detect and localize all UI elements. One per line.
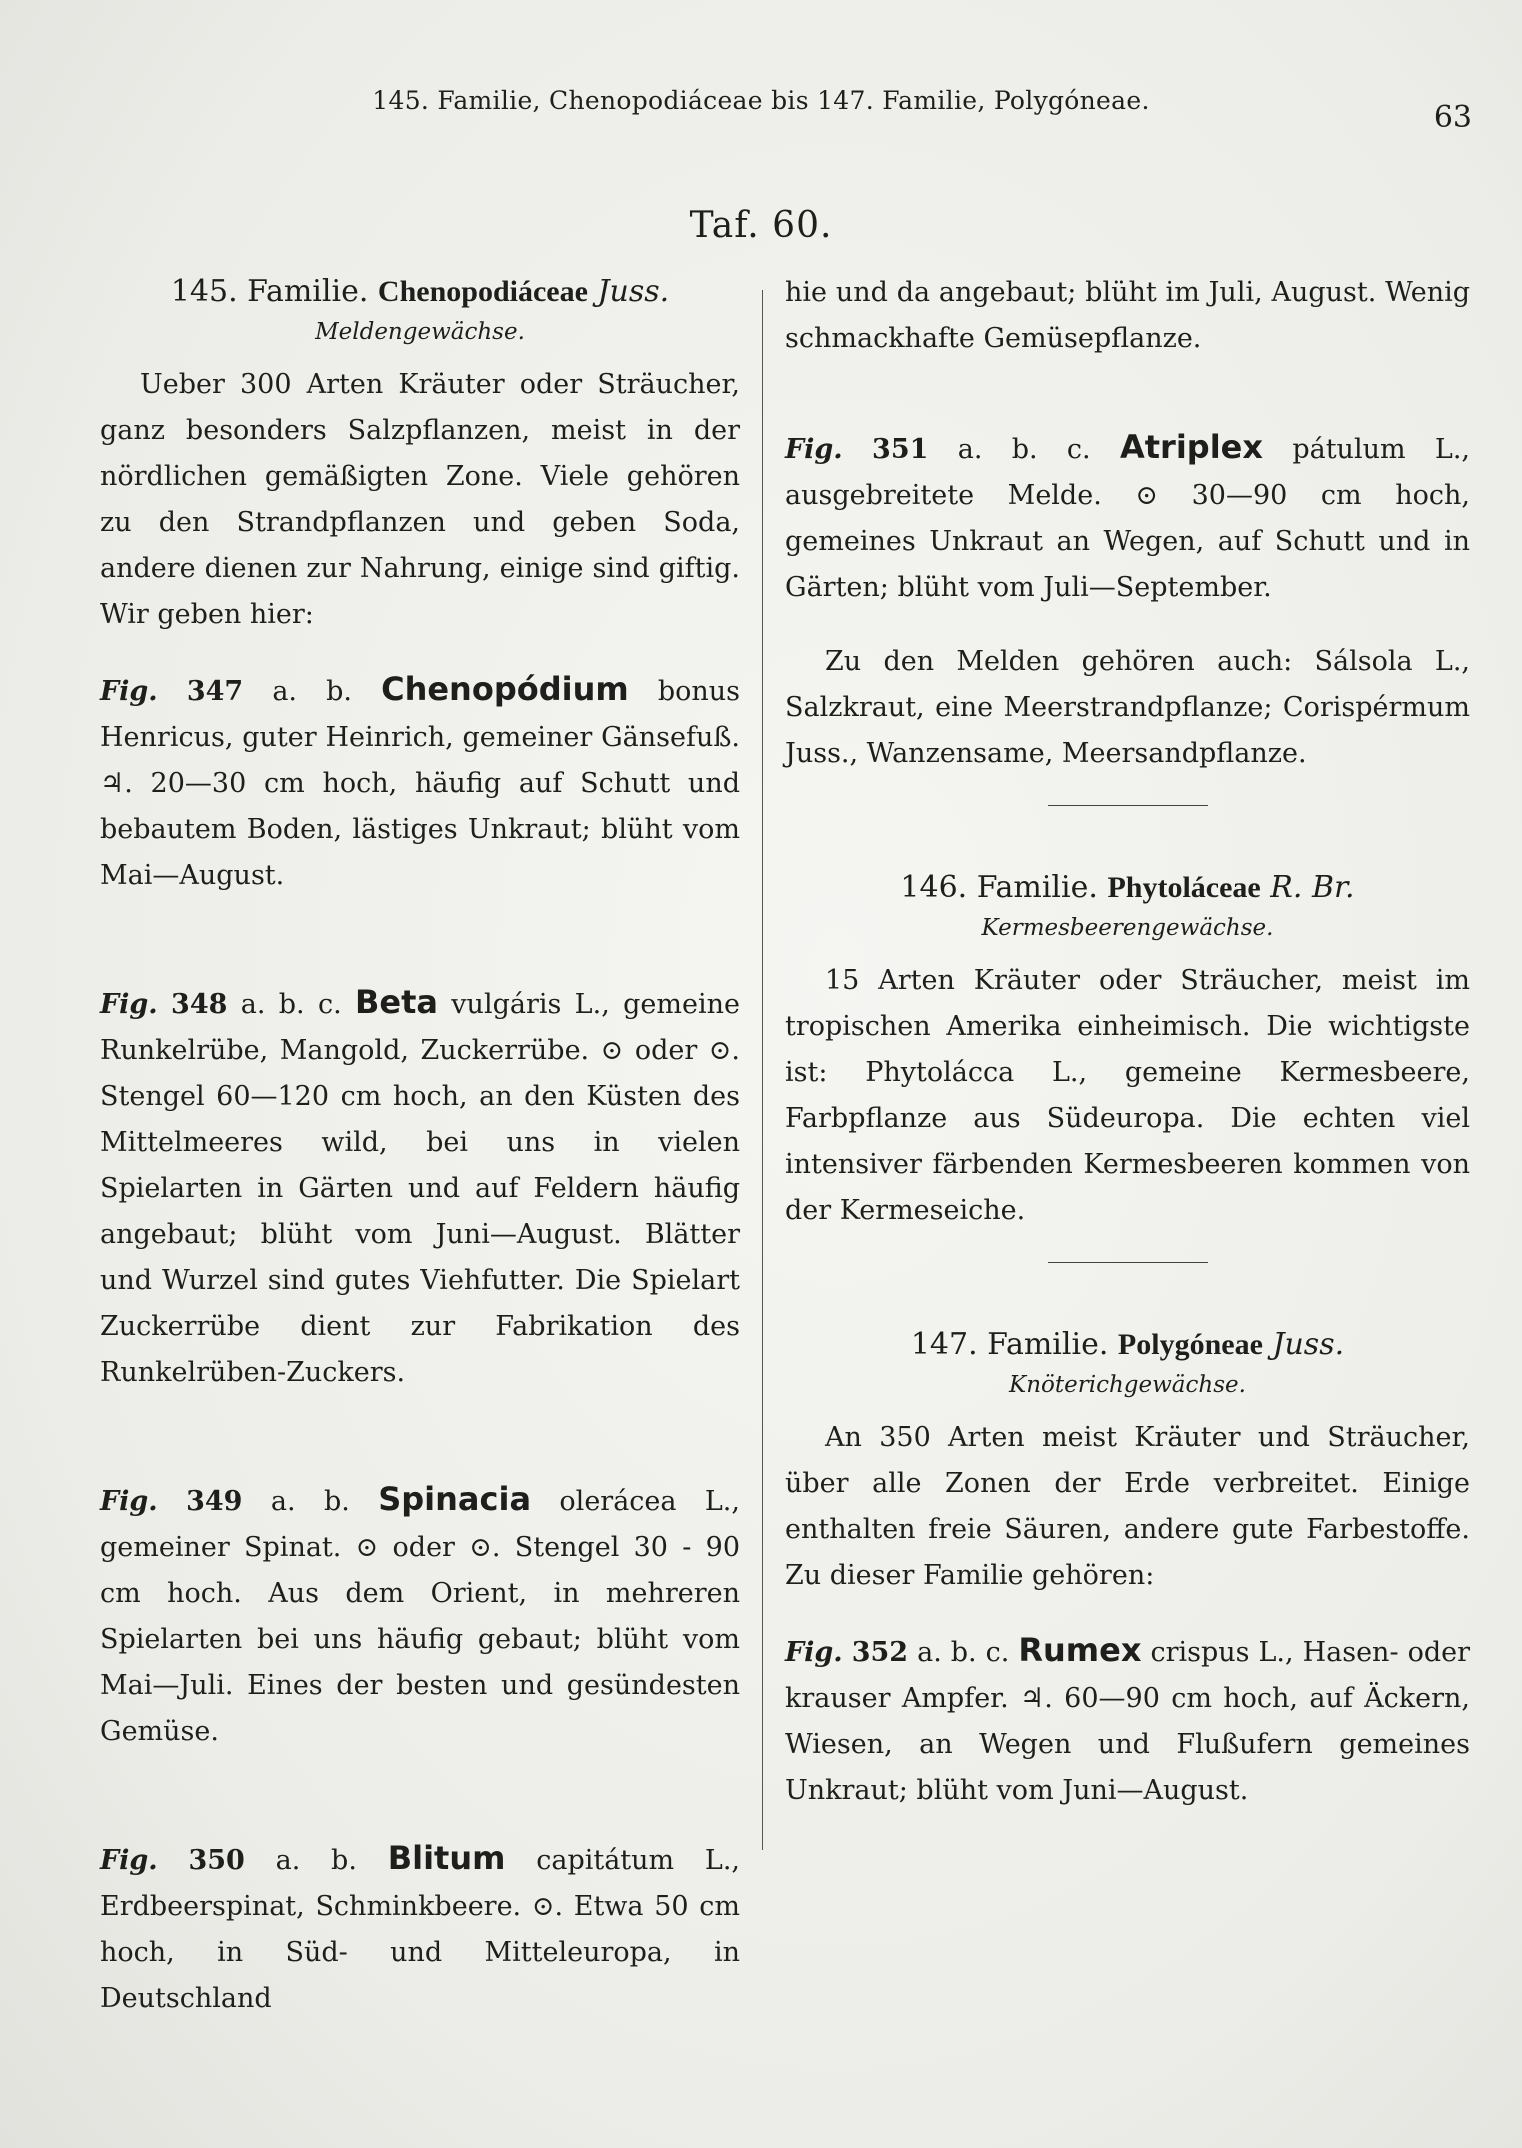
figure-entry-351 bbox=[785, 424, 1470, 611]
fig-number: 351 bbox=[872, 434, 929, 465]
family-author: R. Br. bbox=[1270, 870, 1355, 905]
family-number: 147. Familie. bbox=[910, 1327, 1109, 1362]
family-146-description: 15 Arten Kräuter oder Sträucher, meist im tropischen Amerika einheimisch. Die wichtigste ist: Phytolácca L., gemeine Kermesbeere, Farbpflanze aus Südeuropa. Die echten viel intensiver färbenden Kermesbeeren kommen von der Kermeseiche. bbox=[785, 965, 1470, 1226]
figure-entry-347 bbox=[100, 666, 740, 899]
figure-entry-348 bbox=[100, 979, 740, 1396]
species-description: pátulum L., ausgebreitete Melde. ⊙ 30—90 cm hoch, gemeines Unkraut an Wegen, auf Schutt und in Gärten; blüht vom Juli—September. bbox=[785, 434, 1470, 603]
species-description: bonus Henricus, guter Heinrich, gemeiner Gänsefuß. ♃. 20—30 cm hoch, häufig auf Schutt und bebautem Boden, lästiges Unkraut; blüht vom Mai—August. bbox=[100, 676, 740, 891]
running-head: 145. Familie, Chenopodiáceae bis 147. Familie, Polygóneae. bbox=[372, 86, 1150, 115]
fig-label: Fig. bbox=[785, 434, 843, 465]
fig-label: Fig. bbox=[785, 1637, 843, 1668]
species-description: crispus L., Hasen- oder krauser Ampfer. ♃. 60—90 cm hoch, auf Äckern, Wiesen, an Wegen und Flußufern gemeines Unkraut; blüht vom Juni—August. bbox=[785, 1637, 1470, 1806]
family-145-description: Ueber 300 Arten Kräuter oder Sträucher, ganz besonders Salzpflanzen, meist in der nördlichen gemäßigten Zone. Viele gehören zu den Strandpflanzen und geben Soda, andere dienen zur Nahrung, einige sind giftig. Wir geben hier: bbox=[100, 369, 740, 630]
genus-name: Atriplex bbox=[1119, 428, 1263, 466]
family-147-description: An 350 Arten meist Kräuter und Sträucher, über alle Zonen der Erde verbreitet. Einige enthalten freie Säuren, andere gute Farbestoffe. Zu dieser Familie gehören: bbox=[785, 1422, 1470, 1591]
fig-parts: a. b. c. bbox=[957, 434, 1091, 465]
family-latin-name: Phytoláceae bbox=[1107, 871, 1261, 904]
figure-350-continuation: hie und da angebaut; blüht im Juli, August. Wenig schmackhafte Gemüsepflanze. bbox=[785, 277, 1470, 354]
fig-parts: a. b. bbox=[270, 1486, 350, 1517]
genus-name: Chenopódium bbox=[381, 670, 629, 708]
family-latin-name: Chenopodiáceae bbox=[377, 275, 588, 308]
family-latin-name: Polygóneae bbox=[1117, 1328, 1263, 1361]
fig-parts: a. b. bbox=[275, 1845, 357, 1876]
plate-heading: Taf. 60. bbox=[689, 205, 833, 246]
fig-label: Fig. bbox=[100, 989, 158, 1020]
section-separator bbox=[1048, 1262, 1208, 1263]
species-description: olerácea L., gemeiner Spinat. ⊙ oder ⊙. Stengel 30 - 90 cm hoch. Aus dem Orient, in mehreren Spielarten bei uns häufig gebaut; blüht vom Mai—Juli. Eines der besten und gesündesten Gemüse. bbox=[100, 1486, 740, 1747]
species-description: vulgáris L., gemeine Runkelrübe, Mangold, Zuckerrübe. ⊙ oder ⊙. Stengel 60—120 cm hoch, an den Küsten des Mittelmeeres wild, bei uns in vielen Spielarten in Gärten und auf Feldern häufig angebaut; blüht vom Juni—August. Blätter und Wurzel sind gutes Viehfutter. Die Spielart Zuckerrübe dient zur Fabrikation des Runkelrüben-Zuckers. bbox=[100, 989, 740, 1388]
fig-number: 349 bbox=[186, 1486, 243, 1517]
family-author: Juss. bbox=[597, 274, 670, 309]
genus-name: Spinacia bbox=[378, 1480, 532, 1518]
fig-number: 352 bbox=[851, 1637, 909, 1668]
fig-label: Fig. bbox=[100, 1845, 158, 1876]
fig-number: 348 bbox=[171, 989, 228, 1020]
family-author: Juss. bbox=[1272, 1327, 1345, 1362]
fig-parts: a. b. bbox=[272, 676, 352, 707]
genus-name: Rumex bbox=[1018, 1631, 1142, 1669]
fig-number: 350 bbox=[188, 1845, 245, 1876]
fig-label: Fig. bbox=[100, 1486, 158, 1517]
family-german-name: Kermesbeerengewächse. bbox=[981, 915, 1274, 941]
column-divider bbox=[762, 290, 763, 1850]
melden-note: Zu den Melden gehören auch: Sálsola L., Salzkraut, eine Meerstrandpflanze; Corispérmum Juss., Wanzensame, Meersandpflanze. bbox=[785, 646, 1470, 769]
right-column bbox=[785, 270, 1470, 1814]
family-147-heading bbox=[785, 1323, 1470, 1367]
left-column bbox=[100, 270, 740, 2022]
page-number: 63 bbox=[1433, 100, 1472, 135]
genus-name: Beta bbox=[354, 983, 438, 1021]
species-description: capitátum L., Erdbeerspinat, Schminkbeere. ⊙. Etwa 50 cm hoch, in Süd- und Mitteleuropa, in Deutschland bbox=[100, 1845, 740, 2014]
fig-label: Fig. bbox=[100, 676, 158, 707]
family-number: 145. Familie. bbox=[170, 274, 369, 309]
genus-name: Blitum bbox=[387, 1839, 506, 1877]
family-german-name: Knöterichgewächse. bbox=[1009, 1372, 1246, 1398]
family-145-heading bbox=[100, 270, 740, 314]
family-146-heading bbox=[785, 866, 1470, 910]
fig-number: 347 bbox=[186, 676, 244, 707]
fig-parts: a. b. c. bbox=[240, 989, 342, 1020]
figure-entry-352 bbox=[785, 1627, 1470, 1814]
family-number: 146. Familie. bbox=[900, 870, 1098, 905]
family-german-name: Meldengewächse. bbox=[315, 319, 525, 345]
fig-parts: a. b. c. bbox=[917, 1637, 1010, 1668]
section-separator bbox=[1048, 805, 1208, 806]
figure-entry-350 bbox=[100, 1835, 740, 2022]
figure-entry-349 bbox=[100, 1476, 740, 1755]
